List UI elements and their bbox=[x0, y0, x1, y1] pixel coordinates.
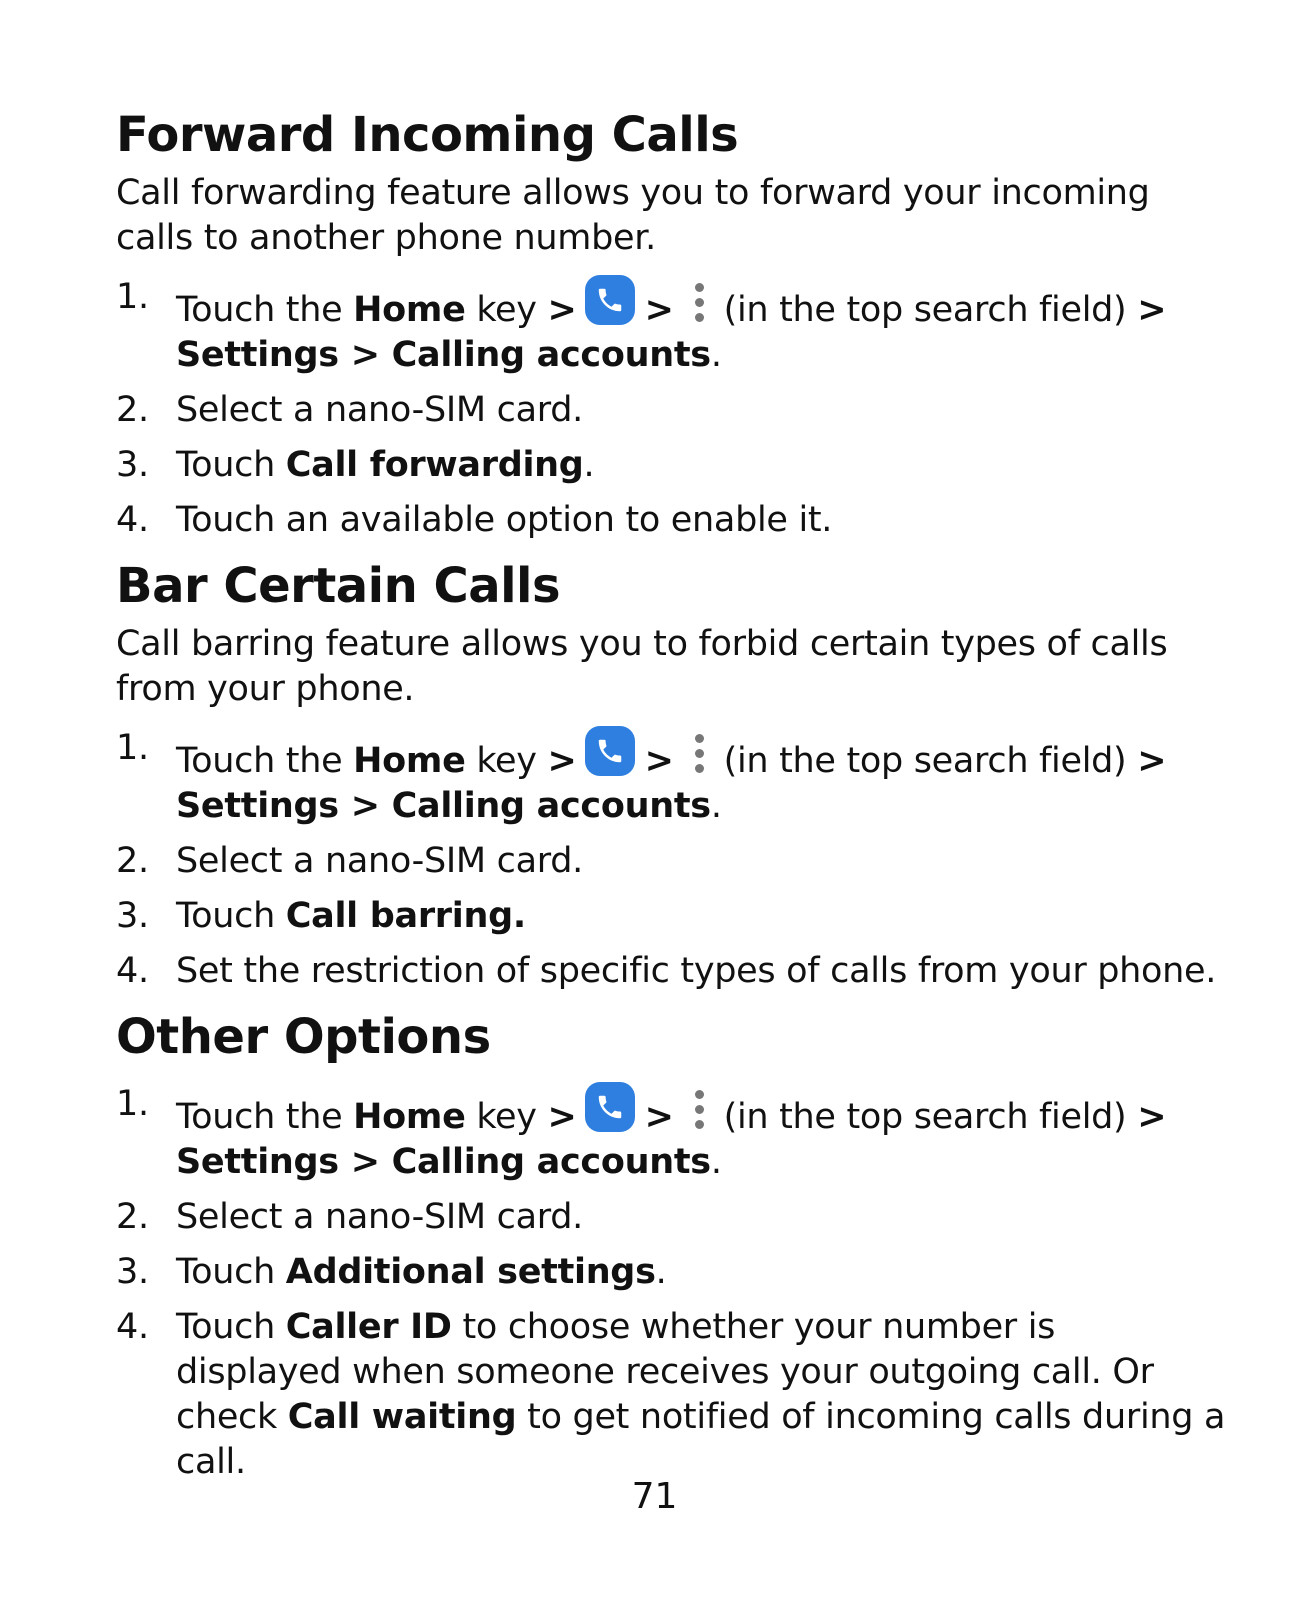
step-number: 4. bbox=[116, 500, 149, 541]
bold-text: Calling accounts bbox=[391, 1141, 711, 1182]
list-item bbox=[116, 894, 1226, 939]
step-number: 4. bbox=[116, 1306, 149, 1347]
text: Touch bbox=[176, 896, 286, 937]
list-item bbox=[116, 498, 1226, 543]
separator: > bbox=[1137, 1096, 1167, 1137]
text: . bbox=[710, 1141, 722, 1182]
phone-app-icon bbox=[585, 275, 635, 325]
text: (in the top search field) bbox=[723, 741, 1138, 782]
section-intro: Call forwarding feature allows you to forward your incoming calls to another phone number. bbox=[116, 173, 1150, 259]
separator: > bbox=[644, 741, 674, 782]
step-number: 1. bbox=[116, 1083, 149, 1124]
text: Touch the bbox=[176, 1096, 354, 1137]
separator: > bbox=[644, 290, 674, 331]
bold-text: Call barring. bbox=[285, 896, 526, 937]
bold-text: Home bbox=[353, 741, 466, 782]
section-forward-incoming-calls bbox=[116, 108, 1226, 543]
phone-app-icon bbox=[585, 726, 635, 776]
document-page bbox=[116, 108, 1226, 1495]
separator: > bbox=[547, 1096, 577, 1137]
section-bar-certain-calls bbox=[116, 559, 1226, 994]
separator: > bbox=[644, 1096, 674, 1137]
step-number: 3. bbox=[116, 896, 149, 937]
text: . bbox=[655, 1251, 667, 1292]
bold-text: Caller ID bbox=[285, 1306, 452, 1347]
text: (in the top search field) bbox=[723, 1096, 1138, 1137]
step-number: 2. bbox=[116, 841, 149, 882]
list-item bbox=[116, 1195, 1226, 1240]
bold-text: Additional settings bbox=[285, 1251, 656, 1292]
bold-text: Call forwarding bbox=[285, 445, 584, 486]
text: key bbox=[465, 741, 548, 782]
text: (in the top search field) bbox=[723, 290, 1138, 331]
phone-app-icon bbox=[585, 1082, 635, 1132]
step-number: 2. bbox=[116, 390, 149, 431]
separator: > bbox=[1137, 741, 1167, 782]
step-number: 3. bbox=[116, 445, 149, 486]
separator: > bbox=[338, 786, 392, 827]
page-number: 71 bbox=[631, 1476, 678, 1517]
text: . bbox=[710, 786, 722, 827]
section-intro: Call barring feature allows you to forbid certain types of calls from your phone. bbox=[116, 624, 1168, 710]
list-item bbox=[116, 839, 1226, 884]
text: Select a nano-SIM card. bbox=[176, 1196, 583, 1237]
text: . bbox=[583, 445, 595, 486]
steps-list bbox=[116, 726, 1226, 994]
text: Touch the bbox=[176, 290, 354, 331]
section-title: Forward Incoming Calls bbox=[116, 107, 739, 163]
section-other-options bbox=[116, 1010, 1226, 1484]
text: Touch an available option to enable it. bbox=[176, 500, 833, 541]
bold-text: Settings bbox=[176, 786, 339, 827]
bold-text: Calling accounts bbox=[391, 335, 711, 376]
list-item bbox=[116, 1250, 1226, 1295]
text: Touch bbox=[176, 445, 286, 486]
step-number: 3. bbox=[116, 1251, 149, 1292]
steps-list bbox=[116, 1082, 1226, 1485]
text: to get notified of incoming calls during a call. bbox=[176, 1396, 1226, 1482]
list-item bbox=[116, 1305, 1226, 1485]
section-title: Other Options bbox=[116, 1009, 491, 1066]
text: key bbox=[465, 290, 548, 331]
text: Select a nano-SIM card. bbox=[176, 841, 583, 882]
more-options-icon bbox=[692, 732, 706, 778]
text: Set the restriction of specific types of calls from your phone. bbox=[176, 951, 1217, 992]
text: to choose whether your number is displayed when someone receives your outgoing call. Or check bbox=[176, 1306, 1154, 1437]
step-number: 2. bbox=[116, 1196, 149, 1237]
step-number: 1. bbox=[116, 277, 149, 318]
text: Touch the bbox=[176, 741, 354, 782]
bold-text: Settings bbox=[176, 335, 339, 376]
text: Select a nano-SIM card. bbox=[176, 390, 583, 431]
step-number: 4. bbox=[116, 951, 149, 992]
text: Touch bbox=[176, 1306, 286, 1347]
bold-text: Home bbox=[353, 290, 466, 331]
list-item bbox=[116, 275, 1226, 378]
separator: > bbox=[338, 1141, 392, 1182]
separator: > bbox=[547, 290, 577, 331]
step-number: 1. bbox=[116, 728, 149, 769]
more-options-icon bbox=[692, 281, 706, 327]
list-item bbox=[116, 388, 1226, 433]
bold-text: Home bbox=[353, 1096, 466, 1137]
bold-text: Call waiting bbox=[287, 1396, 517, 1437]
steps-list bbox=[116, 275, 1226, 543]
bold-text: Calling accounts bbox=[391, 786, 711, 827]
list-item bbox=[116, 949, 1226, 994]
list-item bbox=[116, 1082, 1226, 1185]
text: key bbox=[465, 1096, 548, 1137]
bold-text: Settings bbox=[176, 1141, 339, 1182]
list-item bbox=[116, 443, 1226, 488]
separator: > bbox=[547, 741, 577, 782]
list-item bbox=[116, 726, 1226, 829]
text: Touch bbox=[176, 1251, 286, 1292]
separator: > bbox=[1137, 290, 1167, 331]
text: . bbox=[710, 335, 722, 376]
section-title: Bar Certain Calls bbox=[116, 558, 561, 615]
separator: > bbox=[338, 335, 392, 376]
more-options-icon bbox=[692, 1088, 706, 1134]
